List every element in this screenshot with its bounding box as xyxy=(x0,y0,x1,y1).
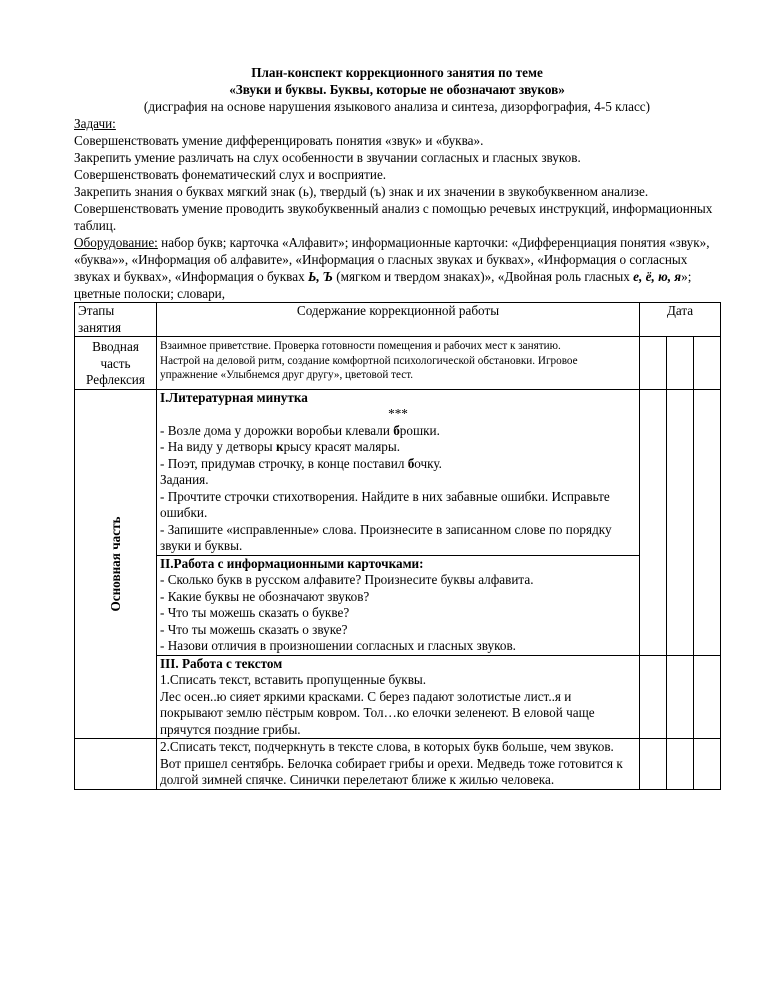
exercise-line: 2.Списать текст, подчеркнуть в тексте слова, в которых букв больше, чем звуков. xyxy=(160,739,614,754)
title-line-2: «Звуки и буквы. Буквы, которые не обозначают звуков» xyxy=(229,82,565,97)
date-cell xyxy=(640,389,667,655)
date-cell xyxy=(667,337,694,390)
equipment-text-1: набор букв; карточка «Алфавит»; информационные карточки: «Дифференциация понятия «звук», «буква»», «Информация об алфавите», «Информация о гласных звуках и буквах», «Информация о согласных звуках и буквах», «Информация о буквах xyxy=(74,235,710,284)
date-cell xyxy=(640,739,667,790)
date-cell xyxy=(694,655,721,739)
main-stage-label: Основная часть xyxy=(107,516,123,612)
poem-text: рысу красят маляры. xyxy=(283,439,401,454)
intro-content-cell xyxy=(157,337,640,390)
question-line: - Что ты можешь сказать о букве? xyxy=(160,605,350,620)
section2-cell xyxy=(157,555,640,655)
header-content: Содержание коррекционной работы xyxy=(157,303,640,337)
question-line: - Назови отличия в произношении согласных и гласных звуков. xyxy=(160,638,516,653)
task-item: Совершенствовать фонематический слух и восприятие. xyxy=(74,167,387,182)
section2-heading: II.Работа с информационными карточками: xyxy=(160,555,424,571)
equipment-letters-1: Ь, Ъ xyxy=(307,269,333,284)
equipment-text-3: »; цветные полоски; словари, xyxy=(74,269,692,301)
exercise-line: 1.Списать текст, вставить пропущенные буквы. xyxy=(160,672,427,687)
section3-heading: III. Работа с текстом xyxy=(160,655,283,671)
poem-text: - Поэт, придумав строчку, в конце поставил xyxy=(160,455,408,471)
task-line: - Запишите «исправленные» слова. Произнесите в записанном слове по порядку звуки и буквы. xyxy=(160,521,612,553)
empty-stage-cell xyxy=(75,739,157,790)
date-cell xyxy=(667,739,694,790)
equipment-letters-2: е, ё, ю, я xyxy=(633,269,682,284)
equipment-text-2: (мягком и твердом знаках)», «Двойная роль гласных xyxy=(332,269,634,284)
task-item: Закрепить умение различать на слух особенности в звучании согласных и гласных звуков. xyxy=(74,150,581,165)
header-stages: Этапы занятия xyxy=(75,303,157,337)
poem-text: - Возле дома у дорожки воробьи клевали xyxy=(160,422,394,438)
intro-row xyxy=(75,337,721,390)
subtitle: (дисграфия на основе нарушения языкового анализа и синтеза, дизорфография, 4-5 класс) xyxy=(143,99,651,114)
poem-letter: б xyxy=(393,422,400,438)
exercise-text: Вот пришел сентябрь. Белочка собирает грибы и орехи. Медведь тоже готовится к долгой зимней спячке. Синички перелетают ближе к жилью человека. xyxy=(160,755,623,787)
lesson-table xyxy=(74,302,721,790)
section1-cell xyxy=(157,389,640,555)
poem-text: рошки. xyxy=(399,422,440,438)
poem-letter: к xyxy=(275,439,284,454)
tasks-label: Задачи: xyxy=(74,116,116,131)
section4-row xyxy=(75,739,721,790)
table-header-row xyxy=(75,303,721,337)
section2-row xyxy=(75,555,721,655)
intro-text-1: Взаимное приветствие. Проверка готовности помещения и рабочих мест к занятию. xyxy=(160,340,561,352)
question-line: - Сколько букв в русском алфавите? Произнесите буквы алфавита. xyxy=(160,572,534,587)
equipment-paragraph xyxy=(74,234,720,302)
date-cell xyxy=(694,389,721,655)
document-page xyxy=(74,64,720,790)
header-date: Дата xyxy=(640,303,721,337)
date-cell xyxy=(640,655,667,739)
section1-row xyxy=(75,389,721,555)
section3-row xyxy=(75,655,721,739)
section1-heading: I.Литературная минутка xyxy=(160,389,308,405)
intro-stage-2: часть xyxy=(100,355,131,371)
main-stage-cell xyxy=(75,389,157,739)
date-cell xyxy=(667,389,694,655)
section3-cell xyxy=(157,655,640,739)
poem-text: очку. xyxy=(414,455,442,471)
task-line: - Прочтите строчки стихотворения. Найдите в них забавные ошибки. Исправьте ошибки. xyxy=(160,488,610,520)
date-cell xyxy=(694,739,721,790)
intro-text-2: Настрой на деловой ритм, создание комфортной психологической обстановки. Игровое упражнение «Улыбнемся друг другу», цветовой тест. xyxy=(160,354,578,381)
question-line: - Что ты можешь сказать о звуке? xyxy=(160,621,348,637)
task-item: Совершенствовать умение дифференцировать понятия «звук» и «буква». xyxy=(74,133,484,148)
poem-line-2 xyxy=(160,439,636,456)
poem-letter: б xyxy=(407,455,415,471)
date-cell xyxy=(667,655,694,739)
poem-line-3 xyxy=(160,456,636,473)
poem-line-1 xyxy=(160,423,636,440)
section4-cell xyxy=(157,739,640,790)
intro-stage-cell xyxy=(75,337,157,390)
date-cell xyxy=(694,337,721,390)
equipment-label: Оборудование: xyxy=(74,235,158,250)
exercise-text: Лес осен..ю сияет яркими красками. С берез падают золотистые лист..я и покрывают землю пёстрым ковром. Тол…ко елочки зеленеют. В еловой чаще прячутся поздние грибы. xyxy=(160,688,595,737)
task-item: Совершенствовать умение проводить звукобуквенный анализ с помощью речевых инструкций, информационных таблиц. xyxy=(74,201,713,233)
task-item: Закрепить знания о буквах мягкий знак (ь), твердый (ъ) знак и их значении в звукобуквенном анализе. xyxy=(74,184,649,199)
intro-stage-3: Рефлексия xyxy=(86,372,145,387)
question-line: - Какие буквы не обозначают звуков? xyxy=(160,588,370,604)
intro-stage-1: Вводная xyxy=(92,339,139,354)
poem-text: - На виду у детворы xyxy=(160,439,276,454)
title-line-1: План-конспект коррекционного занятия по теме xyxy=(251,65,543,80)
date-cell xyxy=(640,337,667,390)
tasks-heading: Задания. xyxy=(160,472,209,487)
section1-stars: *** xyxy=(388,406,408,421)
